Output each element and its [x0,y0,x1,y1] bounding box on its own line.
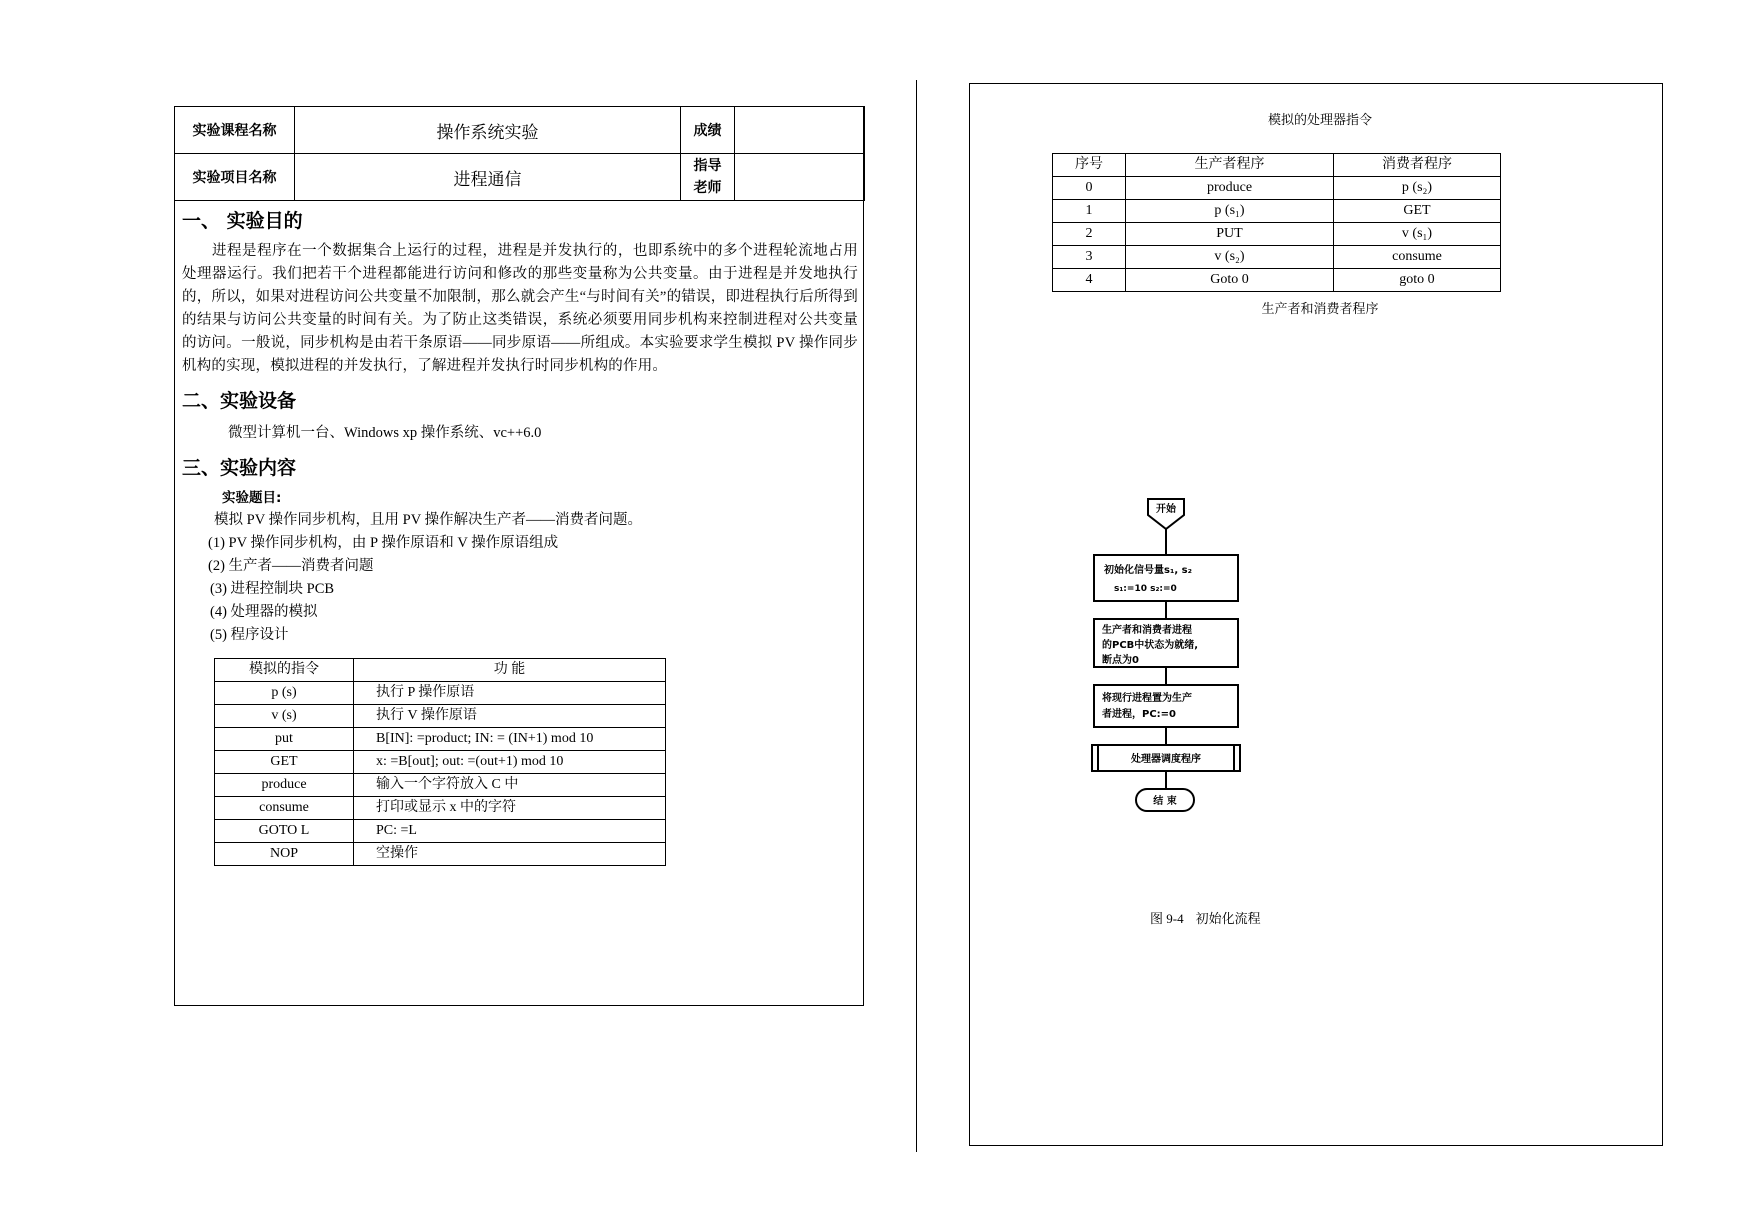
table-row [1053,223,1501,246]
table-cell: put [215,728,354,751]
grade-label: 成绩 [681,107,735,154]
table-cell: GET [215,751,354,774]
table-row [1053,246,1501,269]
table-row [1053,200,1501,223]
table-cell: v (s) [215,705,354,728]
report-content [182,206,858,647]
table-cell: B[IN]: =product; IN: = (IN+1) mod 10 [354,728,666,751]
table-cell: v (s₁) [1334,223,1501,246]
section-2-text: 微型计算机一台、Windows xp 操作系统、vc++6.0 [228,425,542,441]
table-cell: GOTO L [215,820,354,843]
table-cell: p (s₁) [1126,200,1334,223]
table-cell: 输入一个字符放入 C 中 [354,774,666,797]
section-3-line: (5) 程序设计 [210,627,289,643]
section-3-subtitle: 实验题目: [222,490,282,506]
table-cell: 1 [1053,200,1126,223]
init-semaphore-line1: 初始化信号量s₁, s₂ [1104,565,1192,576]
course-name-value: 操作系统实验 [295,107,681,154]
grade-value [735,107,865,154]
project-name-value: 进程通信 [295,154,681,201]
instruction-function-table [214,658,666,866]
current-process-line1: 将现行进程置为生产 [1102,693,1192,704]
section-3-line: (3) 进程控制块 PCB [210,581,335,597]
table-cell: PUT [1126,223,1334,246]
processor-table-caption: 模拟的处理器指令 [1267,112,1372,127]
table-header-cell: 序号 [1053,154,1126,177]
scheduler-label: 处理器调度程序 [1131,754,1201,765]
table-row [215,728,666,751]
figure-title: 初始化流程 [1195,911,1261,926]
table-header-cell: 功 能 [354,659,666,682]
table-header-cell: 消费者程序 [1334,154,1501,177]
teacher-label-line2: 老师 [693,180,722,196]
table-cell: p (s₂) [1334,177,1501,200]
report-header-table [174,106,865,201]
table-header-row [1053,154,1501,177]
current-process-box [1094,685,1238,727]
pcb-status-line1: 生产者和消费者进程 [1102,625,1192,636]
table-cell: NOP [215,843,354,866]
producer-consumer-caption: 生产者和消费者程序 [1261,301,1379,316]
table-row [215,682,666,705]
init-semaphore-line2: s₁:=10 s₂:=0 [1114,584,1177,594]
teacher-label-line1: 指导 [693,158,722,174]
table-row [1053,269,1501,292]
table-row [215,820,666,843]
table-cell: produce [215,774,354,797]
table-cell: 执行 V 操作原语 [354,705,666,728]
table-cell: goto 0 [1334,269,1501,292]
section-3-line: (2) 生产者——消费者问题 [208,558,374,574]
table-row [215,797,666,820]
current-process-line2: 者进程，PC:=0 [1102,709,1177,720]
table-cell: 打印或显示 x 中的字符 [354,797,666,820]
section-3-title: 三、实验内容 [182,457,297,479]
init-semaphore-box [1094,555,1238,601]
table-row [215,774,666,797]
producer-consumer-table [1052,153,1501,292]
section-1-title: 一、 实验目的 [182,210,303,232]
table-cell: PC: =L [354,820,666,843]
pcb-status-line3: 断点为0 [1102,655,1139,666]
table-cell: p (s) [215,682,354,705]
table-cell: 0 [1053,177,1126,200]
table-cell: 4 [1053,269,1126,292]
teacher-label [681,154,735,201]
table-header-cell: 生产者程序 [1126,154,1334,177]
teacher-value [735,154,865,201]
table-row [215,705,666,728]
table-cell: produce [1126,177,1334,200]
table-row [1053,177,1501,200]
table-cell: consume [215,797,354,820]
init-flowchart [1086,495,1266,820]
table-cell: v (s₂) [1126,246,1334,269]
section-3-line: 模拟 PV 操作同步机构，且用 PV 操作解决生产者——消费者问题。 [214,512,643,528]
figure-number: 图 9-4 [1150,911,1184,926]
table-cell: Goto 0 [1126,269,1334,292]
section-2-title: 二、实验设备 [182,390,297,412]
section-1-text: 进程是程序在一个数据集合上运行的过程，进程是并发执行的，也即系统中的多个进程轮流地占用处理器运行。我们把若干个进程都能进行访问和修改的那些变量称为公共变量。由于进程是并发地执行的，所以，如果对进程访问公共变量不加限制，那么就会产生“与时间有关”的错误，即进程执行后所得到的结果与访问公共变量的时间有关。为了防止这类错误，系统必须要用同步机构来控制进程对公共变量的访问。一般说，同步机构是由若干条原语——同步原语——所组成。本实验要求学生模拟 PV 操作同步机构的实现，模拟进程的并发执行，了解进程并发执行时同步机构的作用。 [182,243,858,374]
table-cell: 执行 P 操作原语 [354,682,666,705]
page-divider [916,80,917,1152]
table-row [215,751,666,774]
section-3-line: (1) PV 操作同步机构，由 P 操作原语和 V 操作原语组成 [208,535,559,551]
table-cell: GET [1334,200,1501,223]
end-label: 结 束 [1153,796,1177,807]
start-label: 开始 [1156,504,1176,515]
section-3-line: (4) 处理器的模拟 [210,604,318,620]
project-name-label: 实验项目名称 [175,154,295,201]
table-cell: 2 [1053,223,1126,246]
table-cell: x: =B[out]; out: =(out+1) mod 10 [354,751,666,774]
table-header-row [215,659,666,682]
table-header-cell: 模拟的指令 [215,659,354,682]
table-cell: 空操作 [354,843,666,866]
table-row [215,843,666,866]
table-cell: consume [1334,246,1501,269]
pcb-status-line2: 的PCB中状态为就绪, [1102,640,1199,651]
table-cell: 3 [1053,246,1126,269]
figure-caption [1150,908,1273,927]
course-name-label: 实验课程名称 [175,107,295,154]
